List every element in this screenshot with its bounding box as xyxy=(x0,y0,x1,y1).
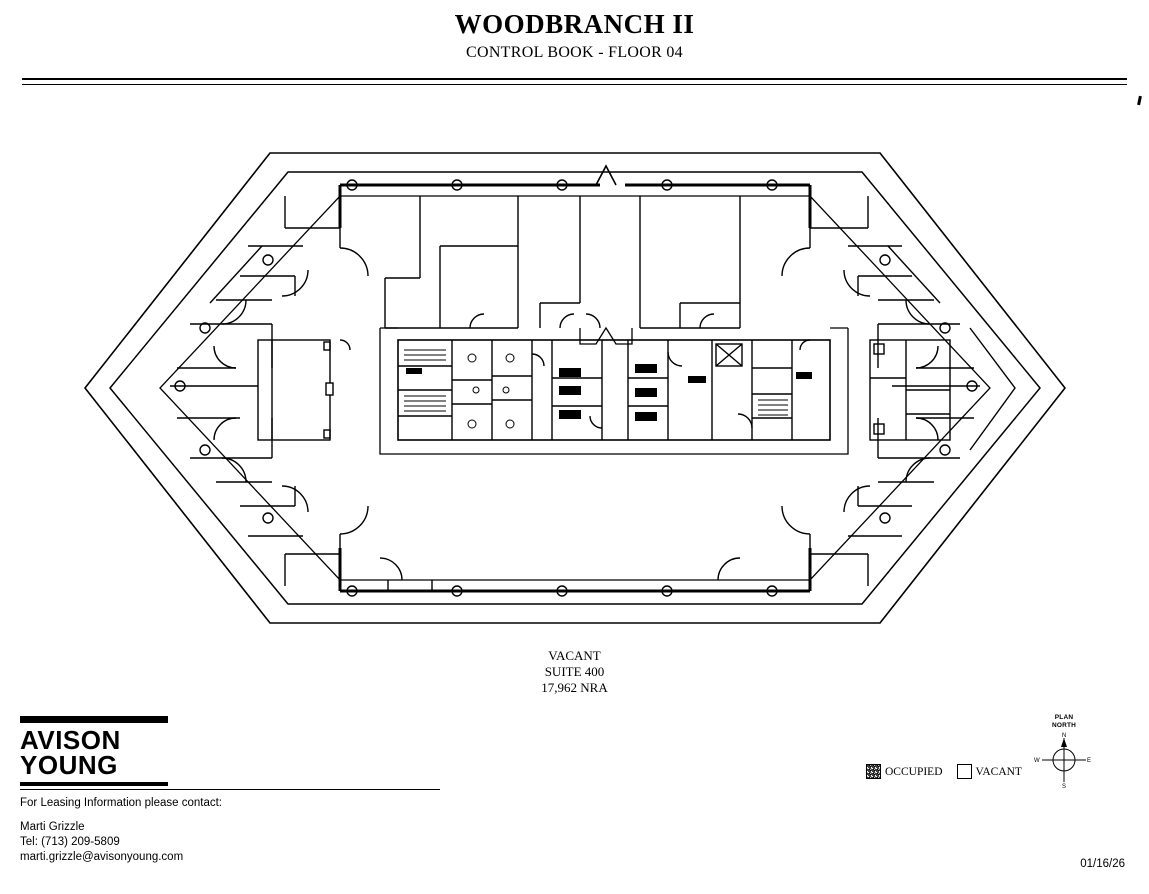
logo-line-2: YOUNG xyxy=(20,750,118,780)
contact-phone: Tel: (713) 209-5809 xyxy=(20,836,120,848)
contact-name: Marti Grizzle xyxy=(20,821,85,833)
logo-bar-top xyxy=(20,716,168,723)
legend-occupied-label: OCCUPIED xyxy=(885,765,943,778)
page-title: WOODBRANCH II xyxy=(454,9,695,39)
occupied-swatch-icon xyxy=(866,764,881,779)
svg-text:W: W xyxy=(1034,758,1040,764)
date-stamp: 01/16/26 xyxy=(1080,858,1125,870)
svg-text:S: S xyxy=(1062,784,1067,788)
logo-line-1: AVISON xyxy=(20,725,121,755)
legend-vacant-label: VACANT xyxy=(975,765,1022,778)
leasing-contact-block xyxy=(20,789,440,865)
vacant-swatch-icon xyxy=(957,764,972,779)
compass-plan-label: PLAN xyxy=(1054,714,1074,721)
compass-rose xyxy=(1024,714,1104,794)
legend xyxy=(866,764,1022,779)
compass-north-label: NORTH xyxy=(1051,721,1077,729)
compass-icon xyxy=(1033,730,1095,788)
avison-young-logo xyxy=(20,716,168,786)
svg-text:N: N xyxy=(1062,733,1067,739)
contact-email: marti.grizzle@avisonyoung.com xyxy=(20,851,184,863)
legend-item-occupied xyxy=(866,764,943,779)
suite-vacant-label: VACANT xyxy=(548,648,601,663)
logo-bar-bottom xyxy=(20,782,168,786)
suite-number-label: SUITE 400 xyxy=(544,664,605,679)
page-subtitle: CONTROL BOOK - FLOOR 04 xyxy=(466,44,683,61)
corner-tick-mark xyxy=(1137,96,1142,105)
suite-area-label: 17,962 NRA xyxy=(541,680,608,695)
floor-plan-drawing xyxy=(40,128,1110,648)
sheet-header xyxy=(0,0,1149,62)
svg-text:E: E xyxy=(1087,758,1092,764)
contact-lead-text: For Leasing Information please contact: xyxy=(20,797,223,809)
suite-caption xyxy=(0,648,1149,696)
header-divider xyxy=(22,78,1127,90)
legend-item-vacant xyxy=(957,764,1022,779)
